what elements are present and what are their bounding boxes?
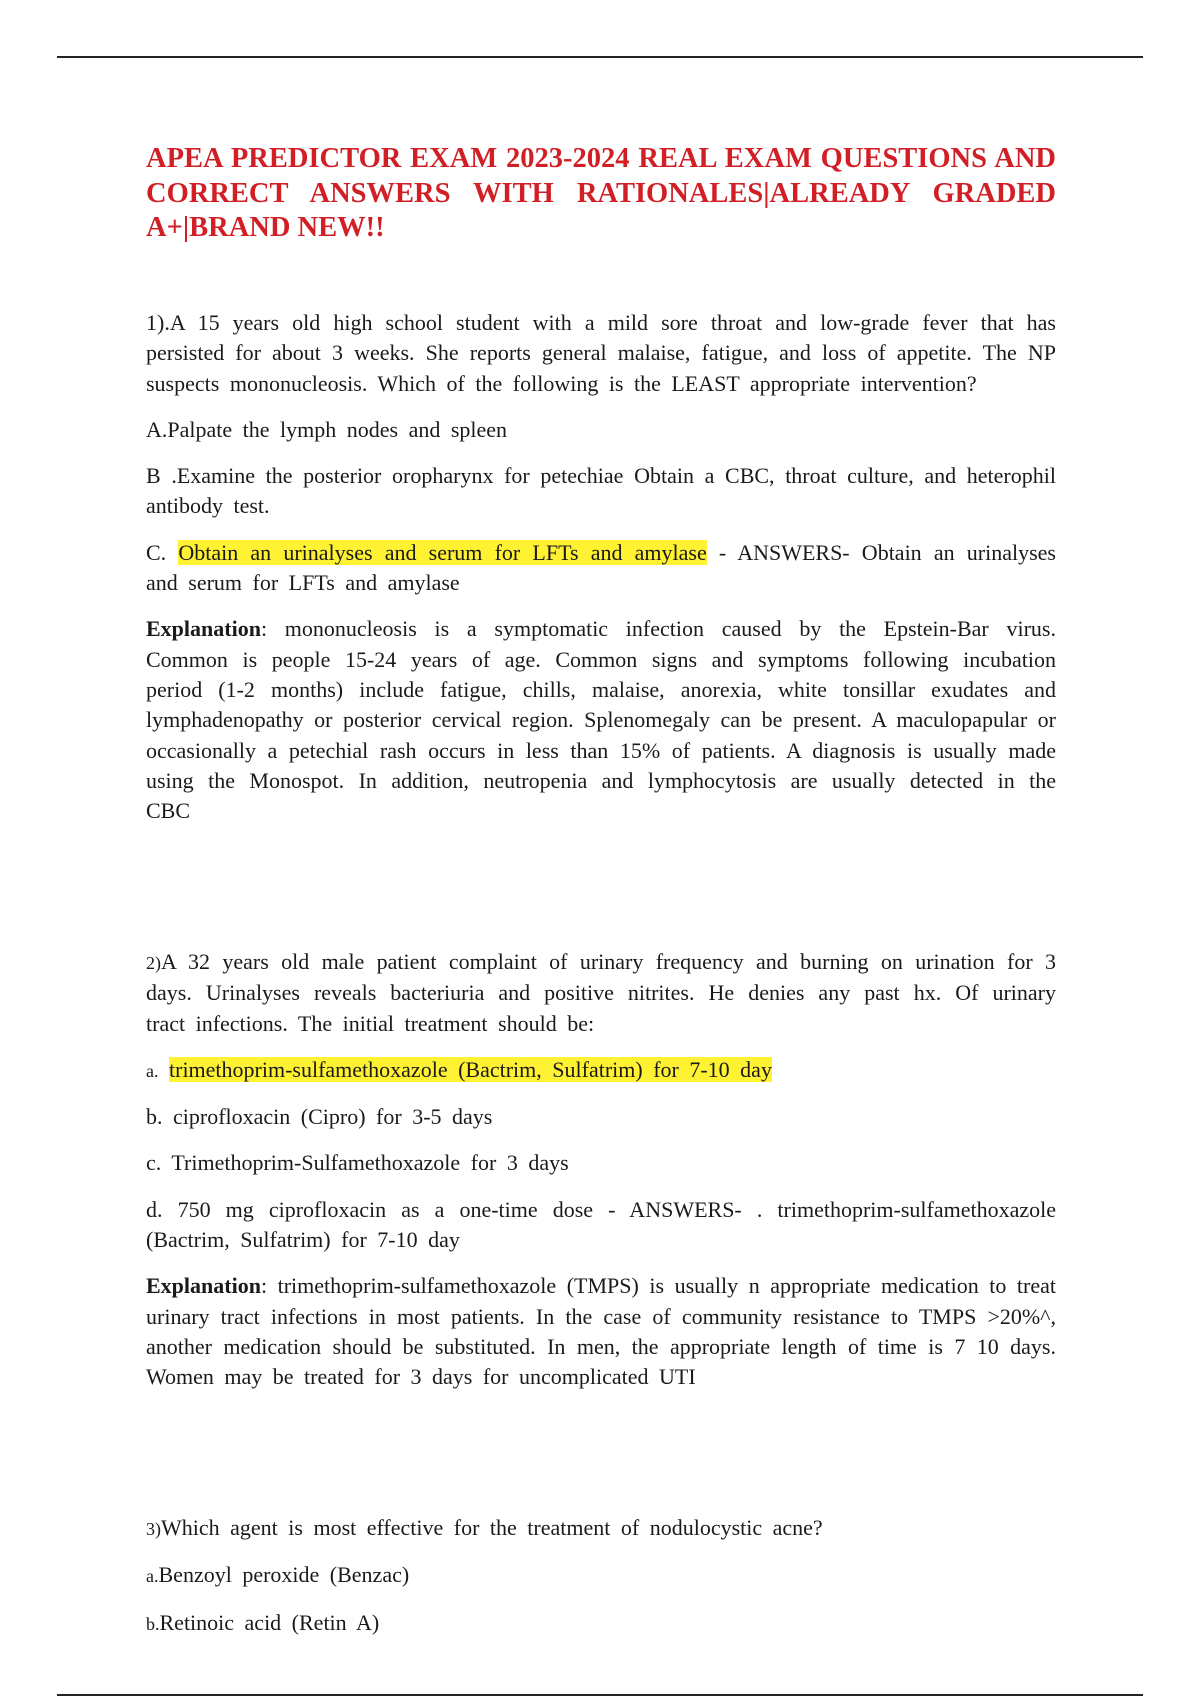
question-number: 2) — [146, 953, 161, 973]
question-2-stem — [146, 947, 1056, 1039]
question-1-option-a: A.Palpate the lymph nodes and spleen — [146, 416, 508, 442]
explanation-text: : mononucleosis is a symptomatic infection caused by the Epstein-Bar virus. Common is people 15-24 years of age. Common signs and symptoms following incubation period (1-2 months) include fatigue, chills, malaise, anorexia, white tonsillar exudates and lymphadenopathy or posterior cervical region. Splenomegaly can be present. A maculopapular or occasionally a petechial rash occurs in less than 15% of patients. A diagnosis is usually made using the Monospot. In addition, neutropenia and lymphocytosis are usually detected in the CBC — [146, 616, 1056, 824]
explanation-text: : trimethoprim-sulfamethoxazole (TMPS) is usually n appropriate medication to treat urinary tract infections in most patients. In the case of community resistance to TMPS >20%^, another medication should be substituted. In men, the appropriate length of time is 7 10 days. Women may be treated for 3 days for uncomplicated UTI — [146, 1273, 1056, 1390]
question-1-option-c — [146, 538, 1056, 599]
document-title: APEA PREDICTOR EXAM 2023-2024 REAL EXAM QUESTIONS AND CORRECT ANSWERS WITH RATIONALES|ALREADY GRADED A+|BRAND NEW!! — [146, 143, 1056, 243]
answer-key: - ANSWERS- Obtain an urinalyses and serum for LFTs and amylase — [146, 539, 1056, 596]
option-text: Benzoyl peroxide (Benzac) — [158, 1562, 410, 1588]
question-1 — [146, 308, 1056, 842]
explanation-label: Explanation — [146, 1273, 261, 1299]
question-2-option-d: d. 750 mg ciprofloxacin as a one-time dose - ANSWERS- . trimethoprim-sulfamethoxazole (Bactrim, Sulfatrim) for 7-10 day — [146, 1196, 1056, 1253]
question-3 — [146, 1513, 1056, 1655]
highlighted-answer: trimethoprim-sulfamethoxazole (Bactrim, Sulfatrim) for 7-10 day — [169, 1056, 772, 1082]
question-3-stem — [146, 1513, 1056, 1544]
explanation-label: Explanation — [146, 616, 261, 642]
option-label: a. — [146, 1060, 159, 1081]
question-text: Which agent is most effective for the treatment of nodulocystic acne? — [161, 1515, 823, 1540]
question-2-option-b: b. ciprofloxacin (Cipro) for 3-5 days — [146, 1104, 493, 1130]
option-text: Retinoic acid (Retin A) — [159, 1609, 380, 1635]
question-2 — [146, 947, 1056, 1409]
question-3-option-a — [146, 1560, 1056, 1591]
question-2-explanation — [146, 1271, 1056, 1392]
question-1-option-b: B .Examine the posterior oropharynx for petechiae Obtain a CBC, throat culture, and heterophil antibody test. — [146, 463, 1056, 519]
question-2-option-c: c. Trimethoprim-Sulfamethoxazole for 3 days — [146, 1150, 569, 1176]
question-1-stem: 1).A 15 years old high school student with a mild sore throat and low-grade fever that has persisted for about 3 weeks. She reports general malaise, fatigue, and loss of appetite. The NP suspects mononucleosis. Which of the following is the LEAST appropriate intervention? — [146, 310, 1056, 396]
question-text: A 32 years old male patient complaint of urinary frequency and burning on urination for 3 days. Urinalyses reveals bacteriuria and positive nitrites. He denies any past hx. Of urinary tract infections. The initial treatment should be: — [146, 949, 1056, 1036]
bottom-rule — [57, 1694, 1143, 1696]
question-number: 3) — [146, 1519, 161, 1539]
option-label: a. — [146, 1566, 159, 1587]
top-rule — [57, 56, 1143, 58]
highlighted-answer: Obtain an urinalyses and serum for LFTs and amylase — [178, 539, 707, 565]
question-2-option-a — [146, 1055, 1056, 1086]
question-3-option-b — [146, 1608, 1056, 1639]
option-label: b. — [146, 1613, 160, 1634]
option-c-prefix: C. — [146, 539, 179, 565]
question-1-explanation — [146, 614, 1056, 826]
